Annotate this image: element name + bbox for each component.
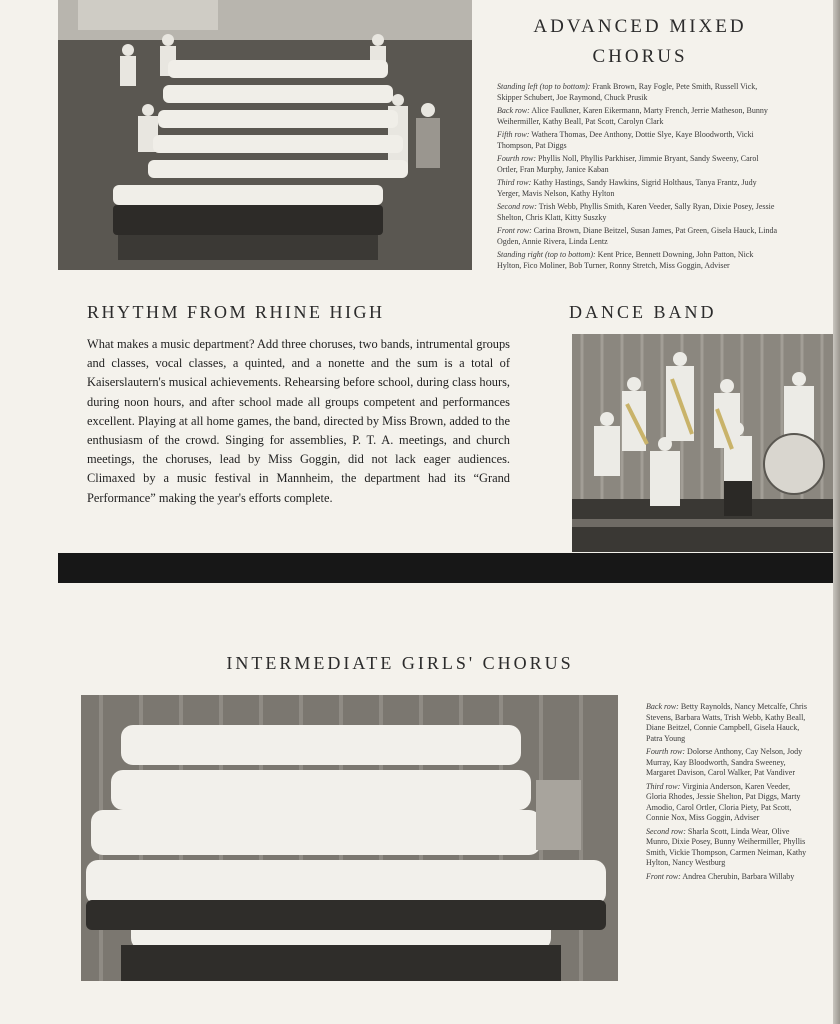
- caption-fifth-row: Fifth row: Wathera Thomas, Dee Anthony, Dottie Slye, Kaye Bloodworth, Vicki Thompson, Pat Diggs: [497, 130, 754, 150]
- dance-band-title: DANCE BAND: [569, 302, 717, 322]
- caption-second-row: Second row: Trish Webb, Phyllis Smith, Karen Veeder, Sally Ryan, Dixie Posey, Jessie Shelton, Chris Klatt, Kitty Suszky: [497, 202, 775, 222]
- caption-standing-right: Standing right (top to bottom): Kent Price, Bennett Downing, John Patton, Nick Hylton, Fico Moliner, Bob Turner, Ronny Stretch, Miss Goggin, Adviser: [497, 250, 754, 270]
- caption-standing-left: Standing left (top to bottom): Frank Brown, Ray Fogle, Pete Smith, Russell Vick, Skipper Schubert, Joe Raymond, Chuck Prusik: [497, 82, 758, 102]
- caption-fourth-row: Fourth row: Dolorse Anthony, Cay Nelson, Jody Murray, Kay Bloodworth, Sandra Sweeney, Margaret Davison, Carol Walker, Pat Vandiver: [646, 747, 803, 777]
- caption-third-row: Third row: Kathy Hastings, Sandy Hawkins, Sigrid Holthaus, Tanya Frantz, Judy Yerger, Mavis Nelson, Kathy Hylton: [497, 178, 757, 198]
- intermediate-girls-chorus-photo: [81, 695, 618, 981]
- intermediate-girls-chorus-title: INTERMEDIATE GIRLS' CHORUS: [226, 653, 574, 673]
- intermediate-girls-chorus-captions: [646, 702, 809, 885]
- rhythm-paragraph: What makes a music department? Add three choruses, two bands, intrumental groups and classes, vocal classes, a quinted, and a nonette and the sum is a total of Kaiserslautern's musical achievements. Rehearsing before school, during class hours, during noon hours, and after school made all groups competent and performances excellent. Playing at all home games, the band, directed by Miss Brown, added to the enthusiasm of the crowd. Singing for assemblies, P. T. A. meetings, and church meetings, the choruses, lead by Miss Goggin, did not lack eager audiences. Climaxed by a music festival in Mannheim, the department had its “Grand Performance” making the year's efforts complete.: [87, 337, 510, 505]
- advanced-mixed-chorus-captions: [497, 82, 779, 274]
- advanced-mixed-chorus-title: ADVANCED MIXED CHORUS: [533, 16, 747, 67]
- page-divider-bar: [58, 553, 840, 583]
- caption-third-row: Third row: Virginia Anderson, Karen Veeder, Gloria Rhodes, Jessie Shelton, Pat Diggs, Marty Amodio, Carol Ortler, Cloria Piety, Pat Scott, Connie Nox, Miss Goggin, Adviser: [646, 781, 801, 822]
- caption-front-row: Front row: Andrea Cherubin, Barbara Willaby: [646, 871, 795, 881]
- dance-band-photo: [572, 334, 834, 552]
- caption-back-row: Back row: Alice Faulkner, Karen Eikermann, Marty French, Jerrie Matheson, Bunny Weihermiller, Kathy Beall, Pat Scott, Carolyn Clark: [497, 106, 768, 126]
- page-edge: [833, 0, 840, 1024]
- caption-fourth-row: Fourth row: Phyllis Noll, Phyllis Parkhiser, Jimmie Bryant, Sandy Sweeny, Carol Ortler, Fran Murphy, Janice Kaban: [497, 154, 759, 174]
- caption-front-row: Front row: Carina Brown, Diane Beitzel, Susan James, Pat Green, Gisela Hauck, Linda Ogden, Annie Rivera, Linda Lentz: [497, 226, 778, 246]
- advanced-mixed-chorus-photo: [58, 0, 472, 270]
- caption-second-row: Second row: Sharla Scott, Linda Wear, Olive Munro, Dixie Posey, Bunny Weihermiller, Phyllis Smith, Vickie Thompson, Carmen Neiman, Kathy Hylton, Nancy Westburg: [646, 826, 807, 867]
- caption-back-row: Back row: Betty Raynolds, Nancy Metcalfe, Chris Stevens, Barbara Watts, Trish Webb, Kathy Beall, Diane Beitzel, Connie Campbell, Gisela Hauck, Patra Young: [646, 702, 808, 743]
- rhythm-title: RHYTHM FROM RHINE HIGH: [87, 302, 385, 322]
